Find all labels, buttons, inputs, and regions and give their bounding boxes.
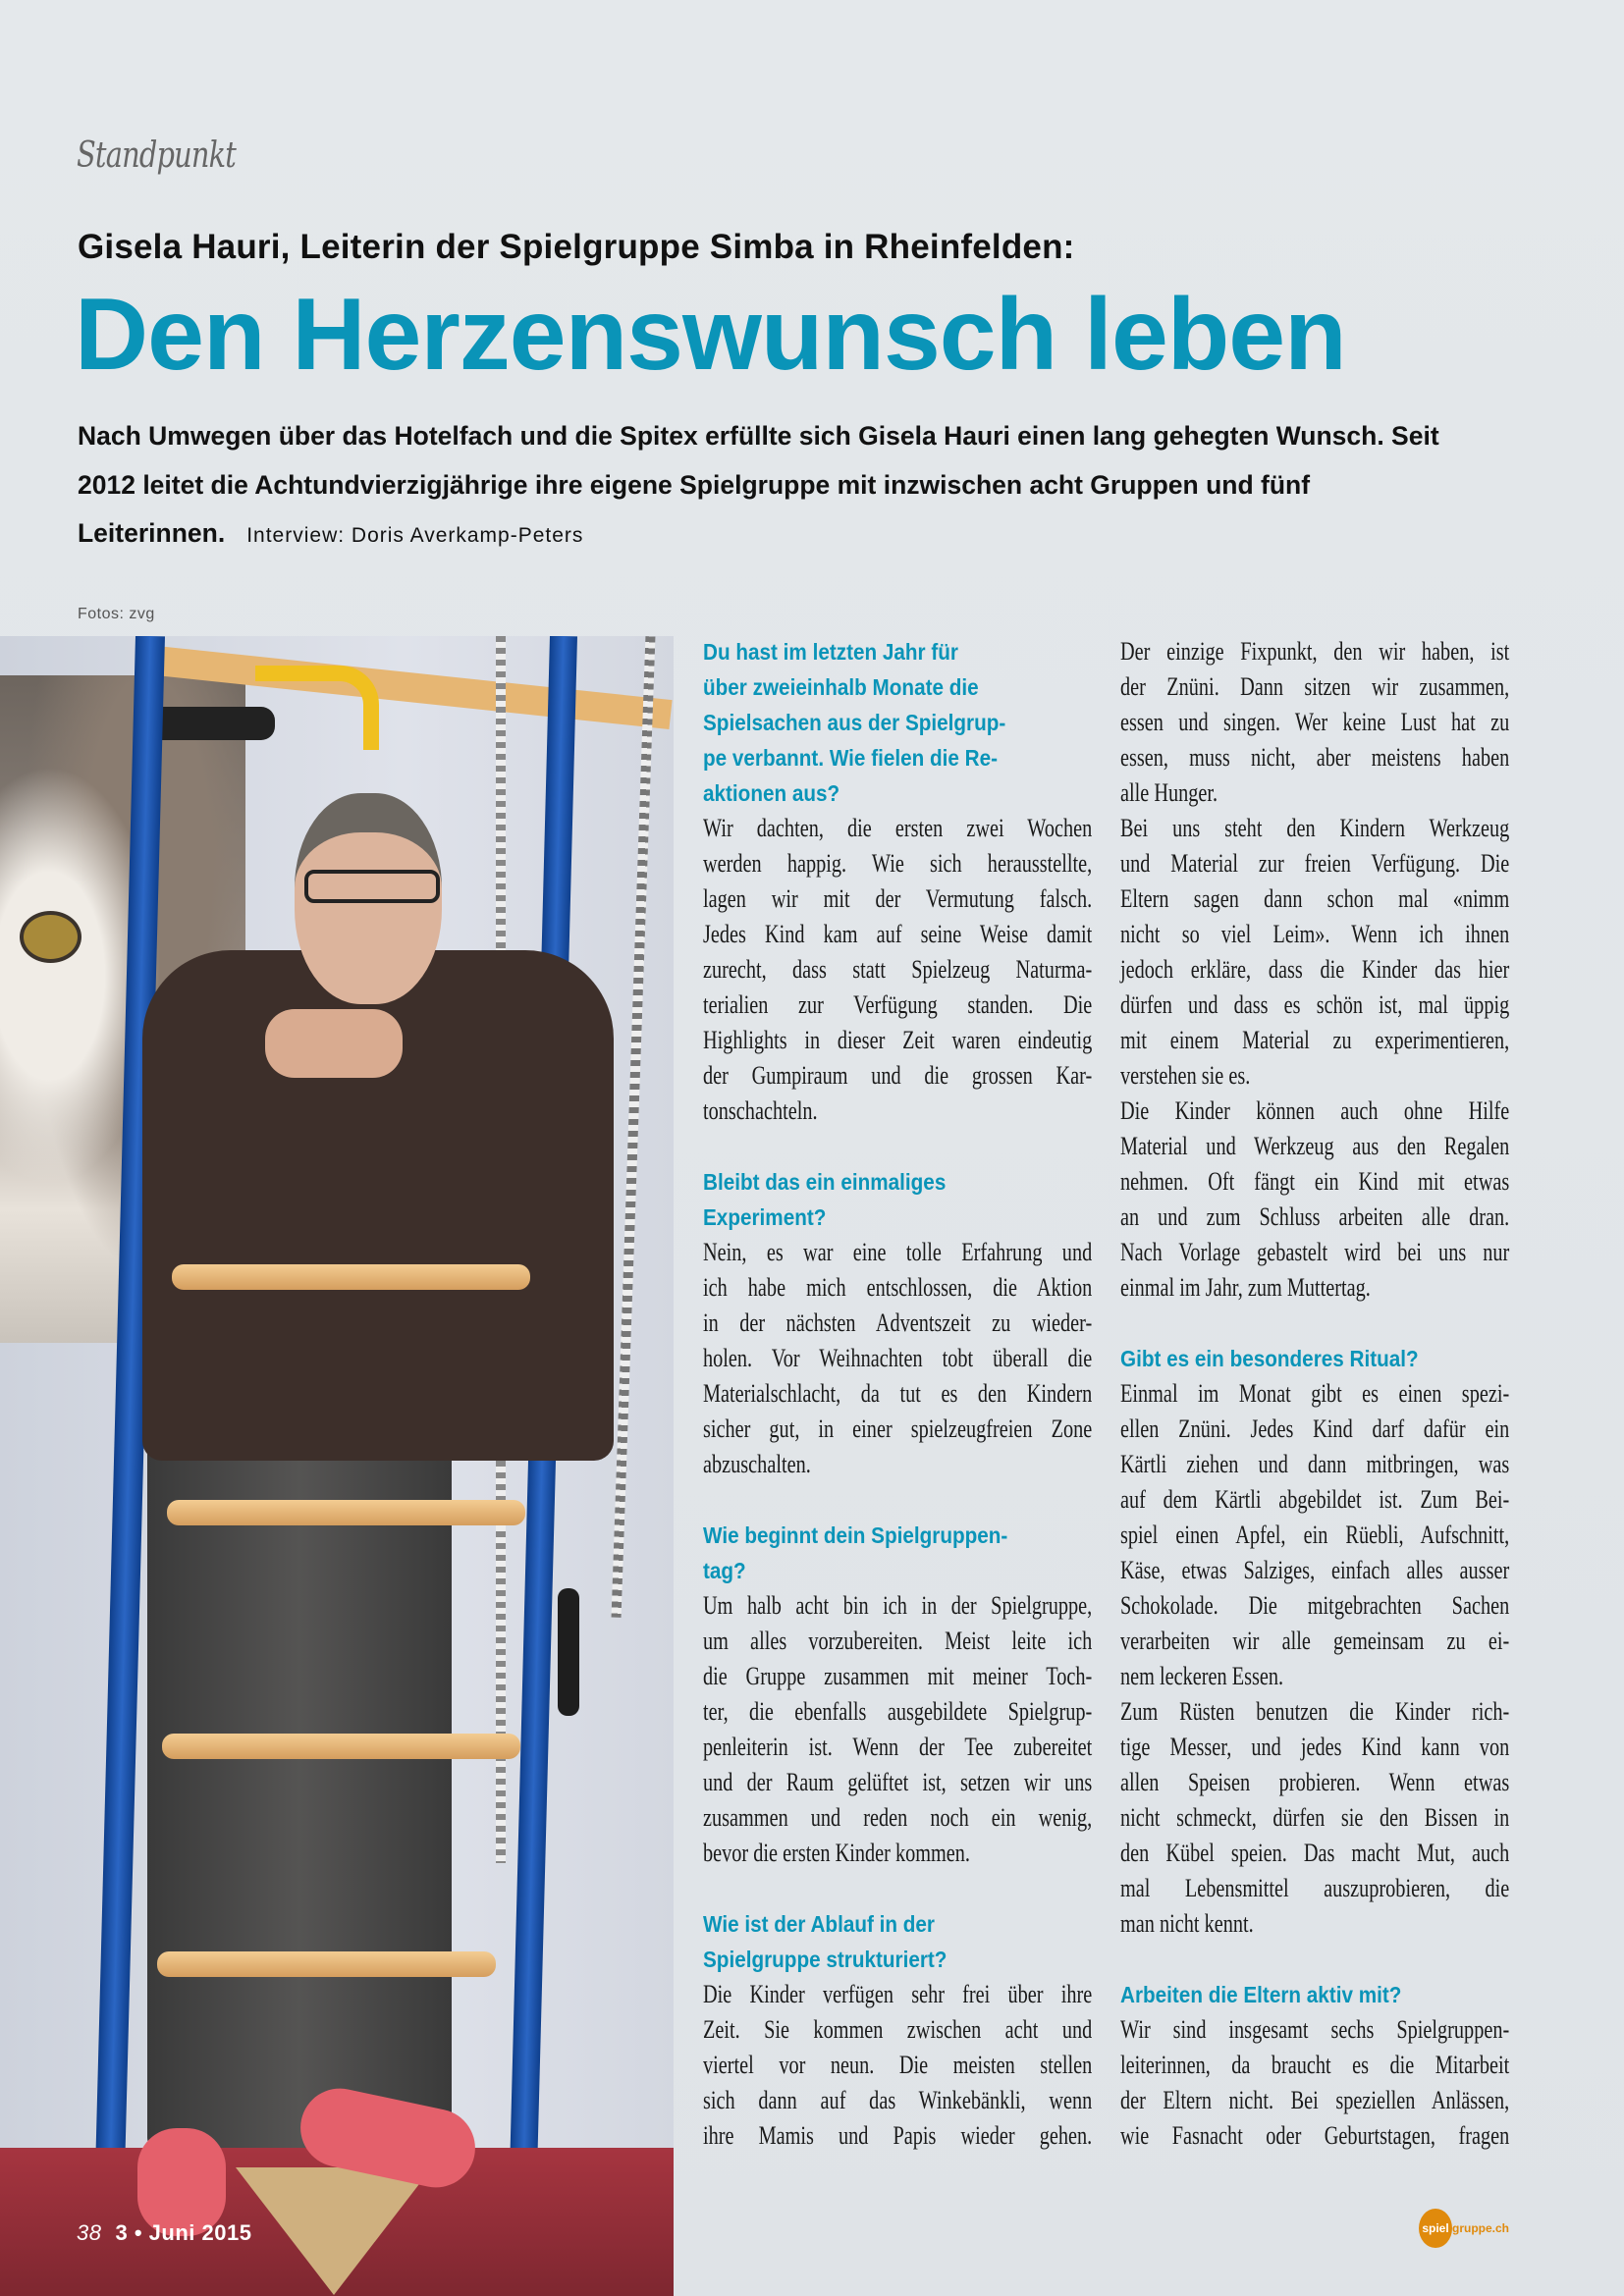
line-text: spiel einen Apfel, ein Rüebli, Aufschnitt,: [1120, 1521, 1510, 1549]
text-line: [703, 917, 1092, 952]
text-line: [1120, 2083, 1509, 2118]
text-line: [703, 1200, 1092, 1235]
text-line: [703, 775, 1092, 811]
line-text: Käse, etwas Salziges, einfach alles ausser: [1120, 1556, 1510, 1584]
text-line: [1120, 775, 1509, 811]
line-text: Gibt es ein besonderes Ritual?: [1120, 1346, 1419, 1371]
text-line: [703, 669, 1092, 705]
line-text: Die Kinder können auch ohne Hilfe: [1120, 1096, 1510, 1125]
line-text: Die Kinder verfügen sehr frei über ihre: [703, 1980, 1093, 2008]
line-text: nehmen. Oft fängt ein Kind mit etwas: [1120, 1167, 1510, 1196]
issue-date: 3 • Juni 2015: [115, 2220, 252, 2245]
line-text: Wir sind insgesamt sechs Spielgruppen-: [1120, 2015, 1510, 2044]
text-line: [703, 1553, 1092, 1588]
text-line: [1120, 669, 1509, 705]
line-text: über zweieinhalb Monate die: [703, 674, 979, 700]
text-line: [703, 2048, 1092, 2083]
text-line: [703, 1518, 1092, 1553]
line-text: zusammen und reden noch ein wenig,: [703, 1803, 1093, 1832]
text-line: [703, 1836, 1092, 1871]
text-line: [1120, 2118, 1509, 2154]
text-line: [1120, 1129, 1509, 1164]
text-line: [1120, 740, 1509, 775]
line-text: Experiment?: [703, 1204, 827, 1230]
interview-question: [1120, 1977, 1509, 2012]
cat-eye: [20, 911, 81, 963]
interview-question: [703, 634, 1092, 811]
interview-question: [703, 1906, 1092, 1977]
text-line: [1120, 1518, 1509, 1553]
line-text: dürfen und dass es schön ist, mal üppig: [1120, 990, 1510, 1019]
line-text: Materialschlacht, da tut es den Kindern: [703, 1379, 1093, 1408]
person-pants: [147, 1441, 452, 2148]
rope-handle: [558, 1588, 579, 1716]
text-line: [703, 740, 1092, 775]
glasses: [304, 870, 440, 903]
text-line: [1120, 1694, 1509, 1730]
answer-paragraph: [1120, 2012, 1509, 2154]
text-line: [703, 1694, 1092, 1730]
answer-paragraph: [703, 811, 1092, 1129]
line-text: Jedes Kind kam auf seine Weise damit: [703, 920, 1093, 948]
line-text: tige Messer, und jedes Kind kann von: [1120, 1733, 1510, 1761]
answer-paragraph: [1120, 811, 1509, 1094]
text-line: [703, 1624, 1092, 1659]
text-line: [1120, 1836, 1509, 1871]
text-line: [703, 1800, 1092, 1836]
line-text: nem leckeren Essen.: [1120, 1662, 1284, 1690]
text-line: [703, 1058, 1092, 1094]
line-text: terialien zur Verfügung standen. Die: [703, 990, 1093, 1019]
text-line: [703, 1730, 1092, 1765]
text-line: [1120, 1447, 1509, 1482]
line-text: tag?: [703, 1558, 746, 1583]
spielgruppe-logo: [1419, 2209, 1509, 2248]
line-text: ihre Mamis und Papis wieder gehen.: [703, 2121, 1093, 2150]
line-text: nicht schmeckt, dürfen sie den Bissen in: [1120, 1803, 1510, 1832]
text-line: [703, 1341, 1092, 1376]
line-text: Schokolade. Die mitgebrachten Sachen: [1120, 1591, 1510, 1620]
line-text: ich habe mich entschlossen, die Aktion: [703, 1273, 1093, 1302]
text-line: [1120, 2012, 1509, 2048]
text-line: [1120, 1906, 1509, 1942]
line-text: verarbeiten wir alle gemeinsam zu ei-: [1120, 1627, 1510, 1655]
line-text: Wie beginnt dein Spielgruppen-: [703, 1522, 1008, 1548]
person-hands: [265, 1009, 403, 1078]
text-line: [703, 1164, 1092, 1200]
text-line: [703, 1270, 1092, 1306]
line-text: Wie ist der Ablauf in der: [703, 1911, 935, 1937]
line-text: Highlights in dieser Zeit waren eindeutig: [703, 1026, 1093, 1054]
line-text: Zeit. Sie kommen zwischen acht und: [703, 2015, 1093, 2044]
line-text: Arbeiten die Eltern aktiv mit?: [1120, 1982, 1402, 2007]
line-text: Wir dachten, die ersten zwei Wochen: [703, 814, 1093, 842]
text-line: [703, 2118, 1092, 2154]
text-line: [703, 1588, 1092, 1624]
line-text: der Eltern nicht. Bei speziellen Anlässen,: [1120, 2086, 1510, 2114]
text-line: [1120, 1871, 1509, 1906]
line-text: ellen Znüni. Jedes Kind darf dafür ein: [1120, 1415, 1510, 1443]
line-text: Nein, es war eine tolle Erfahrung und: [703, 1238, 1093, 1266]
answer-paragraph: [1120, 1094, 1509, 1306]
spacer: [1120, 1942, 1509, 1977]
line-text: man nicht kennt.: [1120, 1909, 1254, 1938]
text-line: [1120, 1977, 1509, 2012]
text-line: [703, 1235, 1092, 1270]
line-text: an und zum Schluss arbeiten alle dran.: [1120, 1202, 1510, 1231]
text-line: [1120, 846, 1509, 881]
text-line: [1120, 1765, 1509, 1800]
text-line: [703, 2012, 1092, 2048]
line-text: werden happig. Wie sich herausstellte,: [703, 849, 1093, 878]
text-line: [1120, 1200, 1509, 1235]
line-text: Bleibt das ein einmaliges: [703, 1169, 947, 1195]
text-line: [1120, 881, 1509, 917]
spacer: [703, 1871, 1092, 1906]
line-text: wie Fasnacht oder Geburtstagen, fragen: [1120, 2121, 1510, 2150]
line-text: mal Lebensmittel auszuprobieren, die: [1120, 1874, 1510, 1902]
line-text: bevor die ersten Kinder kommen.: [703, 1839, 971, 1867]
answer-paragraph: [703, 1977, 1092, 2154]
answer-paragraph: [1120, 634, 1509, 811]
line-text: Eltern sagen dann schon mal «nimm: [1120, 884, 1510, 913]
line-text: abzuschalten.: [703, 1450, 811, 1478]
line-text: tonschachteln.: [703, 1096, 818, 1125]
text-line: [703, 705, 1092, 740]
yellow-handle: [255, 666, 379, 750]
text-line: [703, 634, 1092, 669]
text-line: [703, 1942, 1092, 1977]
line-text: essen und singen. Wer keine Lust hat zu: [1120, 708, 1510, 736]
line-text: und der Raum gelüftet ist, setzen wir uns: [703, 1768, 1093, 1796]
answer-paragraph: [1120, 1376, 1509, 1694]
text-line: [1120, 811, 1509, 846]
text-line: [1120, 1023, 1509, 1058]
text-line: [1120, 1341, 1509, 1376]
line-text: der Gumpiraum und die grossen Kar-: [703, 1061, 1093, 1090]
line-text: sich dann auf das Winkebänkli, wenn: [703, 2086, 1093, 2114]
line-text: und Material zur freien Verfügung. Die: [1120, 849, 1510, 878]
line-text: leiterinnen, da braucht es die Mitarbeit: [1120, 2051, 1510, 2079]
article-intro: [78, 412, 1491, 561]
text-line: [1120, 1058, 1509, 1094]
text-line: [1120, 1624, 1509, 1659]
line-text: ter, die ebenfalls ausgebildete Spielgrup-: [703, 1697, 1093, 1726]
text-line: [1120, 1730, 1509, 1765]
article-subtitle: Gisela Hauri, Leiterin der Spielgruppe Simba in Rheinfelden:: [78, 228, 1075, 266]
logo-text: gruppe.ch: [1452, 2221, 1510, 2235]
line-text: Um halb acht bin ich in der Spielgruppe,: [703, 1591, 1093, 1620]
line-text: Bei uns steht den Kindern Werkzeug: [1120, 814, 1510, 842]
text-line: [703, 952, 1092, 988]
text-line: [703, 1094, 1092, 1129]
text-column-1: [703, 634, 1092, 2154]
line-text: den Kübel speien. Das macht Mut, auch: [1120, 1839, 1510, 1867]
text-line: [1120, 917, 1509, 952]
line-text: pe verbannt. Wie fielen die Re-: [703, 745, 999, 771]
line-text: der Znüni. Dann sitzen wir zusammen,: [1120, 672, 1510, 701]
text-line: [703, 881, 1092, 917]
text-line: [703, 1412, 1092, 1447]
interview-question: [703, 1164, 1092, 1235]
logo-mark: spiel: [1419, 2209, 1452, 2248]
ladder-pole-right: [507, 636, 577, 2296]
text-line: [1120, 1412, 1509, 1447]
line-text: jedoch erkläre, dass die Kinder das hier: [1120, 955, 1510, 984]
text-line: [1120, 988, 1509, 1023]
line-text: alle Hunger.: [1120, 778, 1218, 807]
line-text: penleiterin ist. Wenn der Tee zubereitet: [703, 1733, 1093, 1761]
byline: Interview: Doris Averkamp-Peters: [246, 524, 584, 547]
text-line: [1120, 1235, 1509, 1270]
line-text: Der einzige Fixpunkt, den wir haben, ist: [1120, 637, 1510, 666]
line-text: die Gruppe zusammen mit meiner Toch-: [703, 1662, 1093, 1690]
text-line: [703, 1376, 1092, 1412]
line-text: mit einem Material zu experimentieren,: [1120, 1026, 1510, 1054]
line-text: Nach Vorlage gebastelt wird bei uns nur: [1120, 1238, 1510, 1266]
ladder-rung: [157, 1951, 496, 1977]
line-text: viertel vor neun. Die meisten stellen: [703, 2051, 1093, 2079]
text-line: [703, 1023, 1092, 1058]
page-number: 38: [77, 2220, 102, 2245]
line-text: Zum Rüsten benutzen die Kinder rich-: [1120, 1697, 1510, 1726]
page-footer: [77, 2220, 251, 2246]
line-text: Spielsachen aus der Spielgrup-: [703, 710, 1006, 735]
text-line: [703, 811, 1092, 846]
text-line: [1120, 1800, 1509, 1836]
line-text: zurecht, dass statt Spielzeug Naturma-: [703, 955, 1093, 984]
line-text: essen, muss nicht, aber meistens haben: [1120, 743, 1510, 772]
text-line: [703, 1906, 1092, 1942]
text-line: [1120, 1270, 1509, 1306]
text-line: [1120, 952, 1509, 988]
section-kicker: Standpunkt: [77, 135, 237, 176]
spacer: [703, 1129, 1092, 1164]
rope: [612, 636, 656, 1618]
text-line: [1120, 1553, 1509, 1588]
line-text: nicht so viel Leim». Wenn ich ihnen: [1120, 920, 1510, 948]
line-text: sicher gut, in einer spielzeugfreien Zone: [703, 1415, 1093, 1443]
line-text: um alles vorzubereiten. Meist leite ich: [703, 1627, 1093, 1655]
text-line: [703, 988, 1092, 1023]
text-line: [1120, 1588, 1509, 1624]
ladder-rung: [162, 1734, 520, 1759]
line-text: Spielgruppe strukturiert?: [703, 1947, 947, 1972]
text-line: [703, 846, 1092, 881]
interview-question: [703, 1518, 1092, 1588]
line-text: verstehen sie es.: [1120, 1061, 1251, 1090]
ladder-rung: [167, 1500, 525, 1525]
line-text: Material und Werkzeug aus den Regalen: [1120, 1132, 1510, 1160]
text-line: [1120, 1482, 1509, 1518]
intro-text: Nach Umwegen über das Hotelfach und die Spitex erfüllte sich Gisela Hauri einen lang gehegten Wunsch. Seit 2012 leitet die Achtundvierzigjährige ihre eigene Spielgruppe mit inzwischen acht Gruppen und fünf Leiterinnen.: [78, 421, 1439, 548]
line-text: allen Speisen probieren. Wenn etwas: [1120, 1768, 1510, 1796]
photo-credit: Fotos: zvg: [78, 606, 155, 622]
article-title: Den Herzenswunsch leben: [75, 278, 1346, 392]
line-text: einmal im Jahr, zum Muttertag.: [1120, 1273, 1371, 1302]
line-text: auf dem Kärtli abgebildet ist. Zum Bei-: [1120, 1485, 1510, 1514]
text-line: [1120, 1094, 1509, 1129]
text-line: [1120, 1659, 1509, 1694]
line-text: Kärtli ziehen und dann mitbringen, was: [1120, 1450, 1510, 1478]
text-line: [1120, 705, 1509, 740]
text-line: [1120, 1376, 1509, 1412]
line-text: holen. Vor Weihnachten tobt überall die: [703, 1344, 1093, 1372]
line-text: Einmal im Monat gibt es einen spezi-: [1120, 1379, 1510, 1408]
text-line: [1120, 634, 1509, 669]
text-line: [1120, 1164, 1509, 1200]
text-line: [703, 1977, 1092, 2012]
line-text: aktionen aus?: [703, 780, 840, 806]
text-line: [703, 1659, 1092, 1694]
answer-paragraph: [1120, 1694, 1509, 1942]
ladder-rung: [172, 1264, 530, 1290]
line-text: in der nächsten Adventszeit zu wieder-: [703, 1308, 1093, 1337]
answer-paragraph: [703, 1235, 1092, 1482]
text-line: [703, 2083, 1092, 2118]
text-column-2: [1120, 634, 1509, 2154]
interview-question: [1120, 1341, 1509, 1376]
answer-paragraph: [703, 1588, 1092, 1871]
article-photo: [0, 636, 674, 2296]
text-line: [703, 1306, 1092, 1341]
line-text: Du hast im letzten Jahr für: [703, 639, 958, 665]
text-line: [703, 1765, 1092, 1800]
line-text: lagen wir mit der Vermutung falsch.: [703, 884, 1093, 913]
spacer: [1120, 1306, 1509, 1341]
text-line: [1120, 2048, 1509, 2083]
text-line: [703, 1447, 1092, 1482]
spacer: [703, 1482, 1092, 1518]
